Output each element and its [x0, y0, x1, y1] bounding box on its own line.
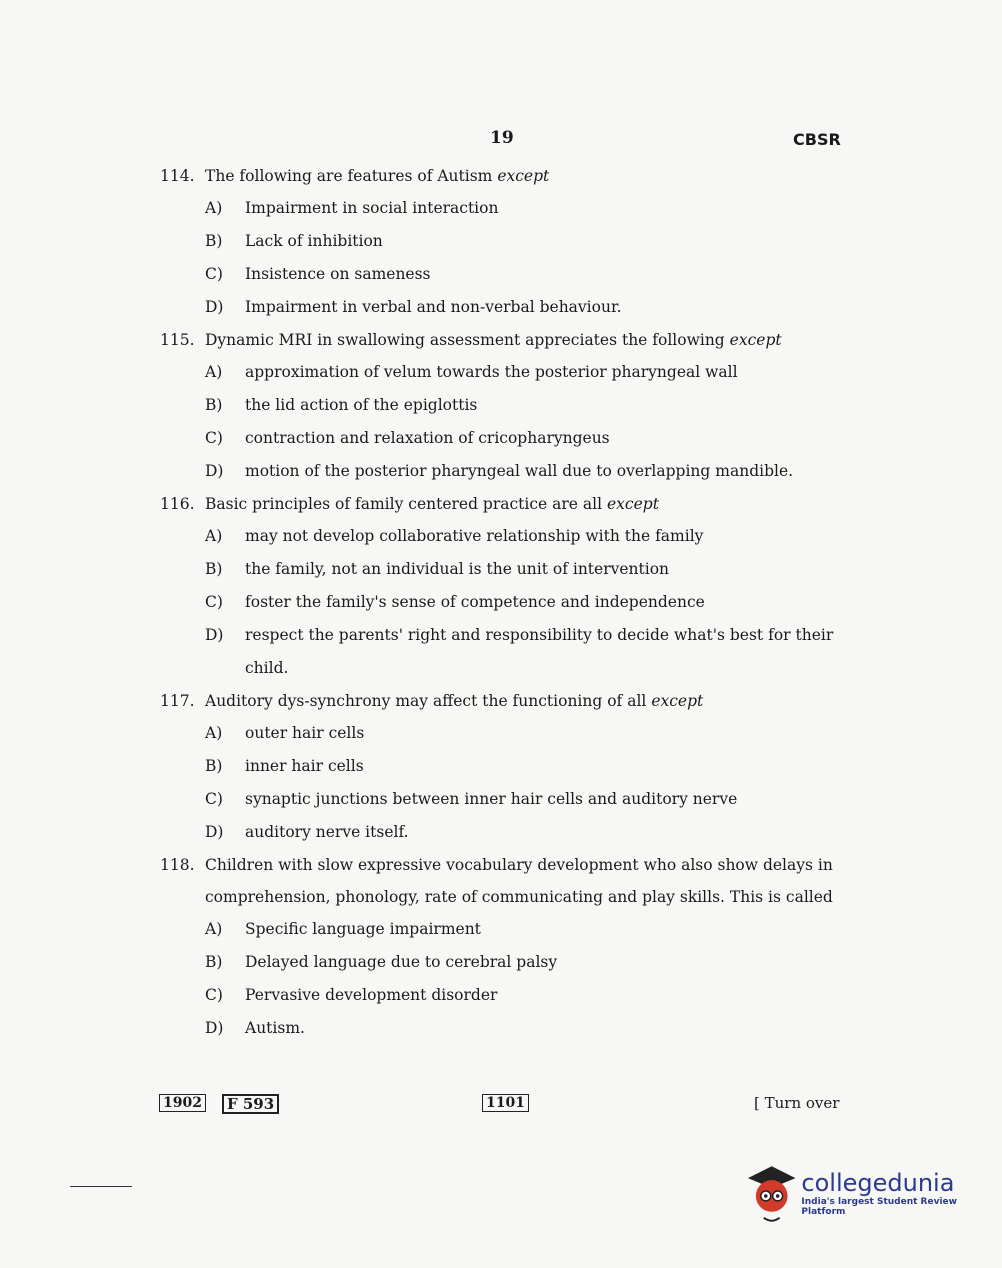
footer-code-1101: 1101 — [482, 1094, 529, 1112]
question-list — [160, 160, 850, 1045]
question — [160, 324, 850, 488]
option: D) motion of the posterior pharyngeal wall due to overlapping mandible. — [205, 462, 794, 480]
option: D) Autism. — [205, 1019, 305, 1037]
divider — [70, 1186, 132, 1187]
page-number: 19 — [490, 128, 514, 148]
option: D) Impairment in verbal and non-verbal behaviour. — [205, 298, 622, 316]
brand-name: collegedunia — [801, 1169, 955, 1197]
question-number: 116. — [160, 495, 195, 513]
question-number: 118. — [160, 856, 195, 874]
booklet-code: CBSR — [793, 130, 841, 149]
brand-logo — [744, 1160, 1002, 1226]
option: A) Specific language impairment — [205, 920, 481, 938]
turn-over-label: [ Turn over — [754, 1094, 840, 1112]
question — [160, 849, 850, 1045]
mascot-icon — [744, 1160, 799, 1226]
option: B) inner hair cells — [205, 757, 364, 775]
question-text: Auditory dys-synchrony may affect the functioning of all except — [205, 692, 704, 710]
question-number: 115. — [160, 331, 195, 349]
option: B) the family, not an individual is the unit of intervention — [205, 560, 670, 578]
option: A) outer hair cells — [205, 724, 365, 742]
question-number: 117. — [160, 692, 195, 710]
option: B) the lid action of the epiglottis — [205, 396, 478, 414]
question — [160, 160, 850, 324]
option: A) may not develop collaborative relationship with the family — [205, 527, 704, 545]
option: B) Lack of inhibition — [205, 232, 383, 250]
footer-code-f593: F 593 — [222, 1094, 279, 1114]
question-text: Dynamic MRI in swallowing assessment appreciates the following except — [205, 331, 782, 349]
footer-code-1902: 1902 — [159, 1094, 206, 1112]
option: D) respect the parents' right and responsibility to decide what's best for their child. — [205, 626, 834, 677]
option: C) synaptic junctions between inner hair cells and auditory nerve — [205, 790, 738, 808]
question — [160, 685, 850, 849]
question — [160, 488, 850, 685]
option: C) Pervasive development disorder — [205, 986, 498, 1004]
option: C) contraction and relaxation of cricopharyngeus — [205, 429, 610, 447]
question-number: 114. — [160, 167, 195, 185]
option: D) auditory nerve itself. — [205, 823, 409, 841]
option: A) Impairment in social interaction — [205, 199, 499, 217]
option: B) Delayed language due to cerebral palsy — [205, 953, 558, 971]
option: A) approximation of velum towards the posterior pharyngeal wall — [205, 363, 738, 381]
question-text: Basic principles of family centered practice are all except — [205, 495, 659, 513]
question-text: Children with slow expressive vocabulary development who also show delays in comprehension, phonology, rate of communicating and play skills. This is called — [205, 856, 833, 906]
question-text: The following are features of Autism except — [205, 167, 550, 185]
option: C) Insistence on sameness — [205, 265, 431, 283]
option: C) foster the family's sense of competence and independence — [205, 593, 705, 611]
brand-tagline: India's largest Student Review Platform — [801, 1197, 957, 1217]
